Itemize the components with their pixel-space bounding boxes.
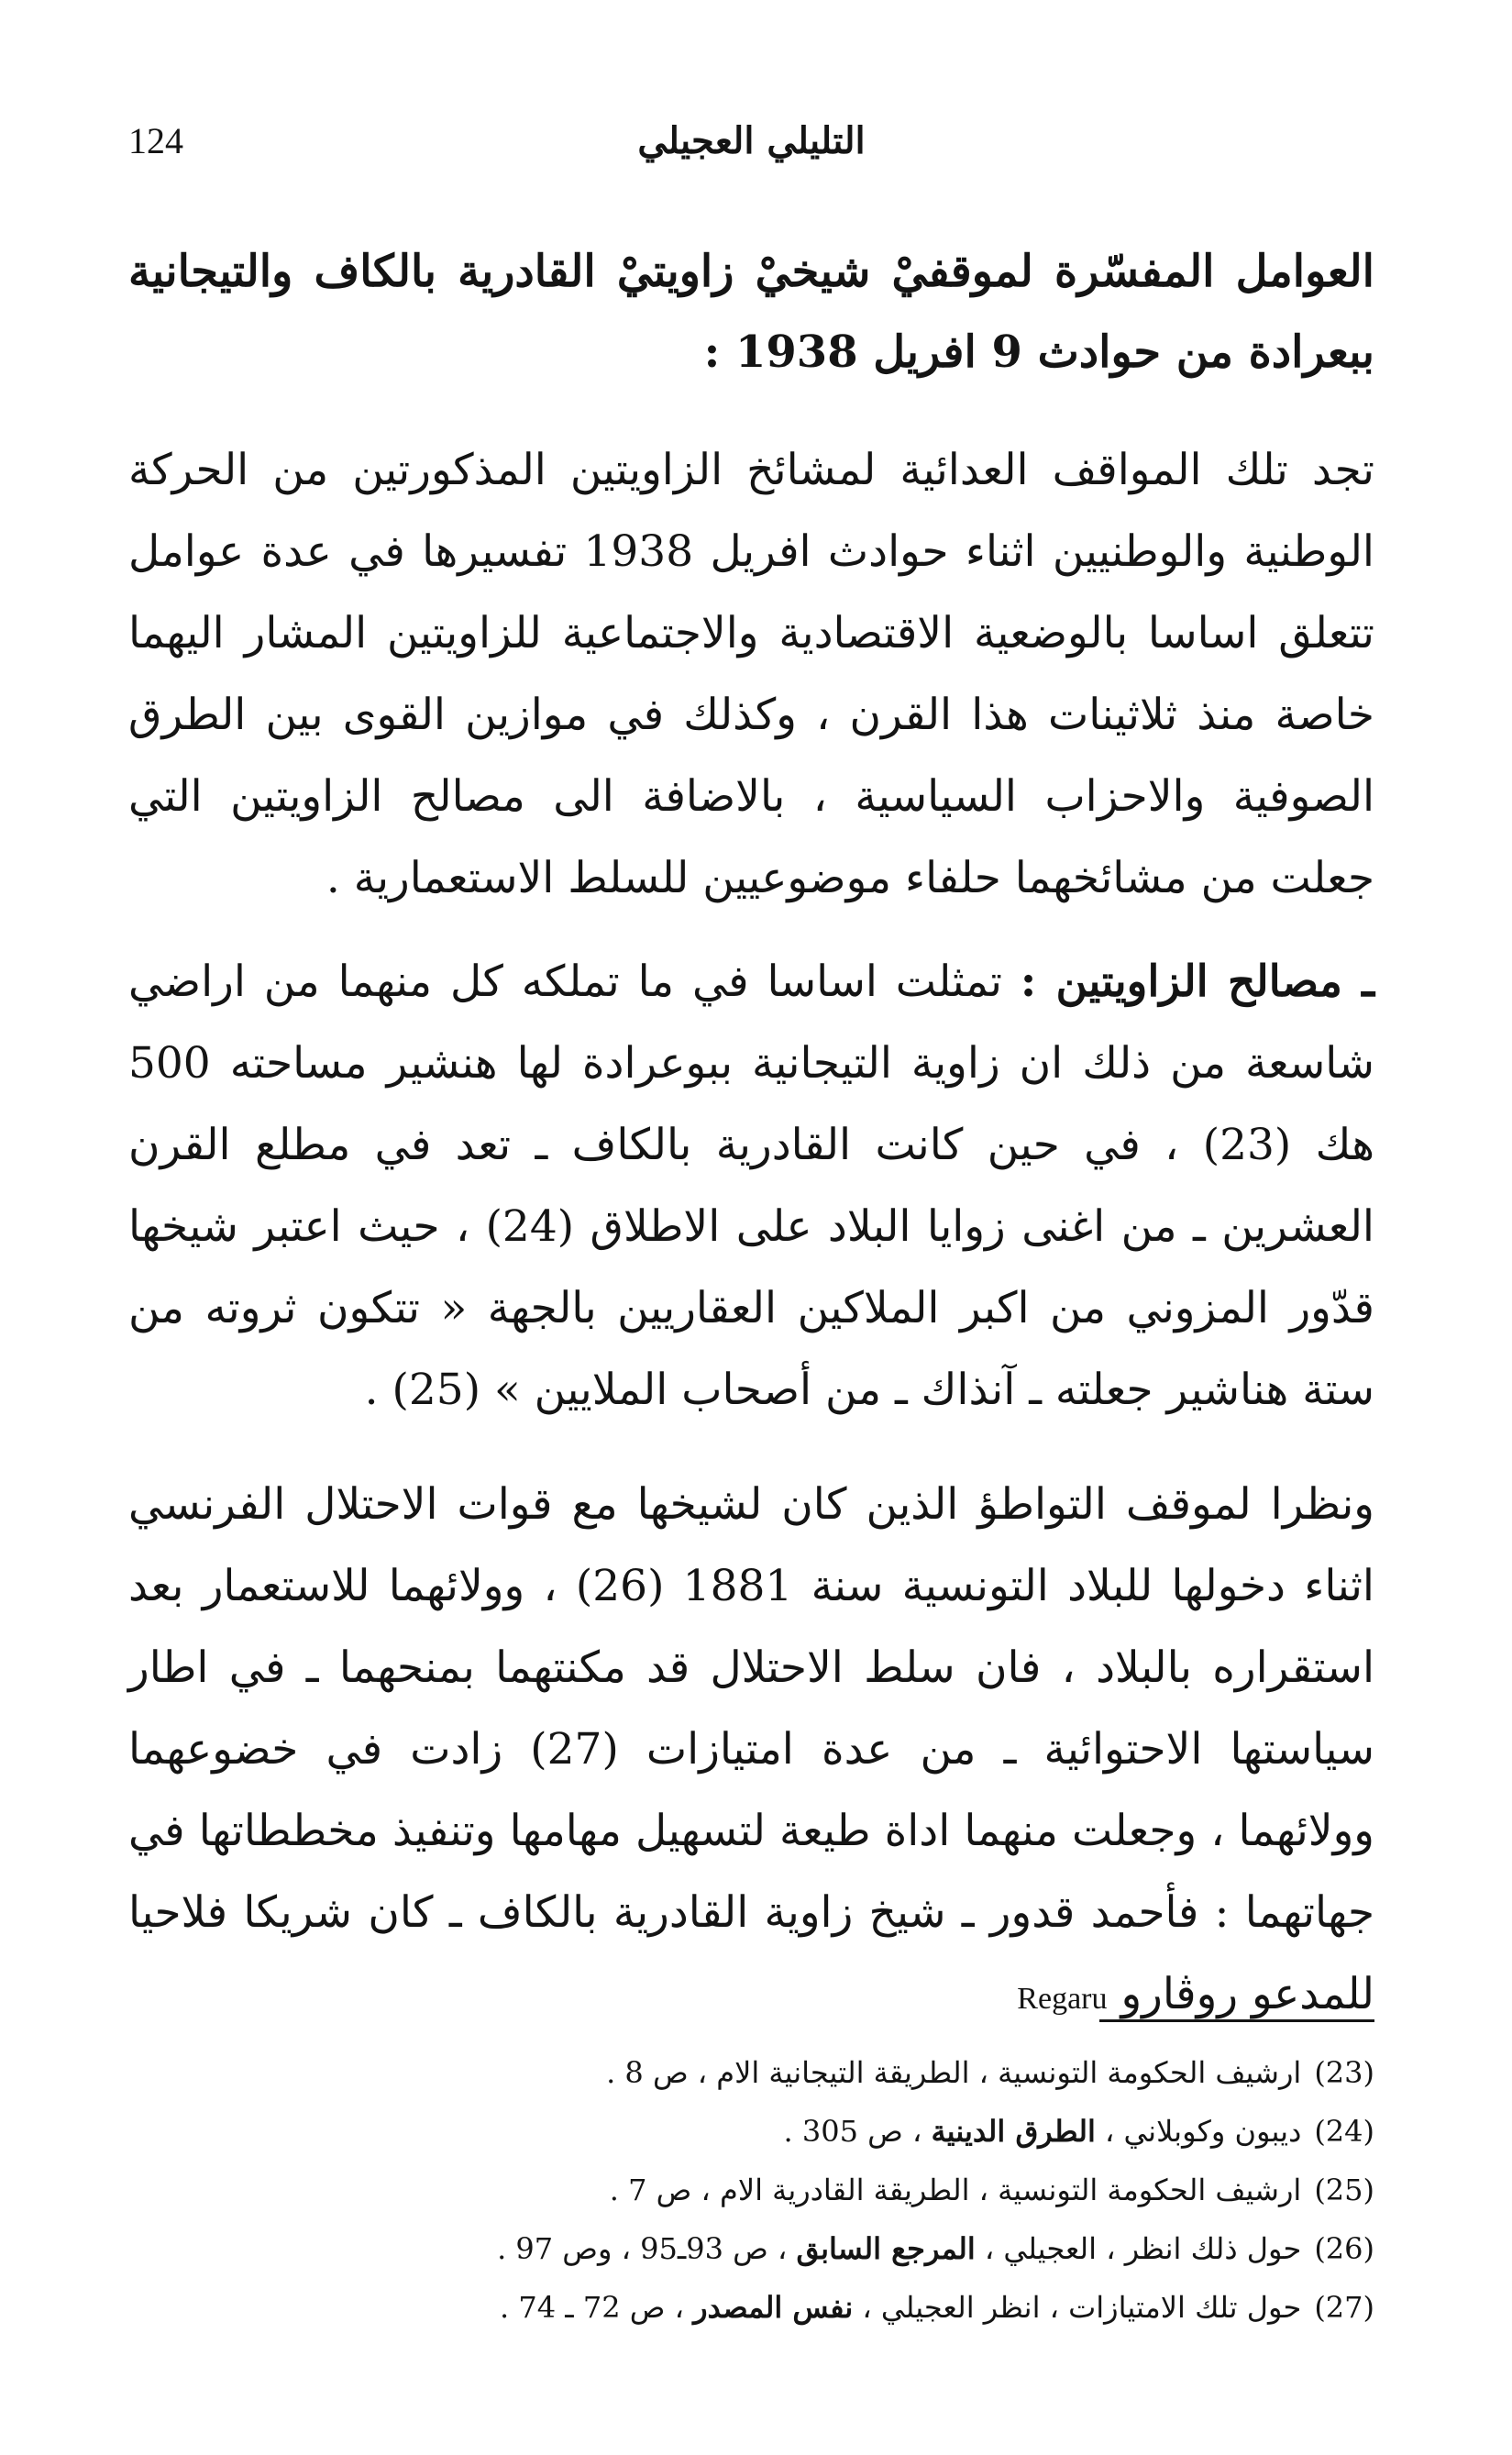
footnote-title: نفس المصدر	[693, 2290, 854, 2325]
paragraph-1	[128, 429, 1374, 919]
running-head	[128, 119, 1374, 174]
body-text	[128, 231, 1374, 2040]
footnote-text: ارشيف الحكومة التونسية ، الطريقة القادرية الام ، ص 7 .	[609, 2173, 1302, 2207]
footnote-number: (23)	[1314, 2055, 1374, 2090]
footnotes	[128, 2043, 1374, 2337]
paragraph-3-latin-name: Regaru	[1017, 1982, 1108, 2016]
footnote-27	[128, 2278, 1374, 2337]
footnote-title: الطرق الدينية	[931, 2114, 1096, 2149]
footnote-text: حول ذلك انظر ، العجيلي ،	[984, 2231, 1302, 2266]
running-title: التليلي العجيلي	[637, 119, 866, 162]
footnote-25	[128, 2161, 1374, 2219]
footnote-number: (26)	[1314, 2231, 1374, 2266]
footnote-text: حول تلك الامتيازات ، انظر العجيلي ،	[862, 2290, 1302, 2325]
footnote-text: ديبون وكوبلاني ،	[1105, 2114, 1302, 2149]
footnote-26	[128, 2219, 1374, 2278]
footnote-text: ، ص 72 ـ 74 .	[500, 2290, 684, 2325]
paragraph-2	[128, 941, 1374, 1431]
page-number: 124	[128, 120, 183, 161]
paragraph-1-text: تجد تلك المواقف العدائية لمشائخ الزاويتين المذكورتين من الحركة الوطنية والوطنيين اثناء حوادث افريل 1938 تفسيرها في عدة عوامل تتعلق اساسا بالوضعية الاقتصادية والاجتماعية للزاويتين المشار اليهما خاصة منذ ثلاثينات هذا القرن ، وكذلك في موازين القوى بين الطرق الصوفية والاحزاب السياسية ، بالاضافة الى مصالح الزاويتين التي جعلت من مشائخهما حلفاء موضوعيين للسلط الاستعمارية .	[128, 445, 1374, 903]
footnote-number: (24)	[1314, 2114, 1374, 2149]
footnote-title: المرجع السابق	[796, 2231, 976, 2266]
footnote-text: ، ص 305 .	[783, 2114, 922, 2149]
footnote-number: (27)	[1314, 2290, 1374, 2325]
section-heading: العوامل المفسّرة لموقفيْ شيخيْ زاويتيْ القادرية بالكاف والتيجانية ببعرادة من حوادث 9 افريل 1938 :	[128, 246, 1374, 378]
footnote-separator	[1099, 2019, 1374, 2022]
footnote-text: ، ص 93ـ95 ، وص 97 .	[497, 2231, 788, 2266]
footnote-23	[128, 2043, 1374, 2102]
footnote-number: (25)	[1314, 2173, 1374, 2207]
paragraph-2-text: تمثلت اساسا في ما تملكه كل منهما من اراضي شاسعة من ذلك ان زاوية التيجانية ببوعرادة لها هنشير مساحته 500 هك (23) ، في حين كانت القادرية بالكاف ـ تعد في مطلع القرن العشرين ـ من اغنى زوايا البلاد على الاطلاق (24) ، حيث اعتبر شيخها قدّور المزوني من اكبر الملاكين العقاريين بالجهة « تتكون ثروته من ستة هناشير جعلته ـ آنذاك ـ من أصحاب الملايين » (25) .	[128, 957, 1374, 1415]
footnote-text: ارشيف الحكومة التونسية ، الطريقة التيجانية الام ، ص 8 .	[606, 2055, 1302, 2090]
paragraph-3-text: ونظرا لموقف التواطؤ الذين كان لشيخها مع قوات الاحتلال الفرنسي اثناء دخولها للبلاد التونسية سنة 1881 (26) ، وولائهما للاستعمار بعد استقراره بالبلاد ، فان سلط الاحتلال قد مكنتهما بمنحهما ـ في اطار سياستها الاحتوائية ـ من عدة امتيازات (27) زادت في خضوعهما وولائهما ، وجعلت منهما اداة طيعة لتسهيل مهامها وتنفيذ مخططاتها في جهاتهما : فأحمد قدور ـ شيخ زاوية القادرية بالكاف ـ كان شريكا فلاحيا للمدعو روڤارو	[128, 1479, 1374, 2019]
paragraph-3	[128, 1464, 1374, 2040]
footnote-24	[128, 2102, 1374, 2161]
paragraph-2-lead: ـ مصالح الزاويتين :	[1020, 957, 1374, 1007]
